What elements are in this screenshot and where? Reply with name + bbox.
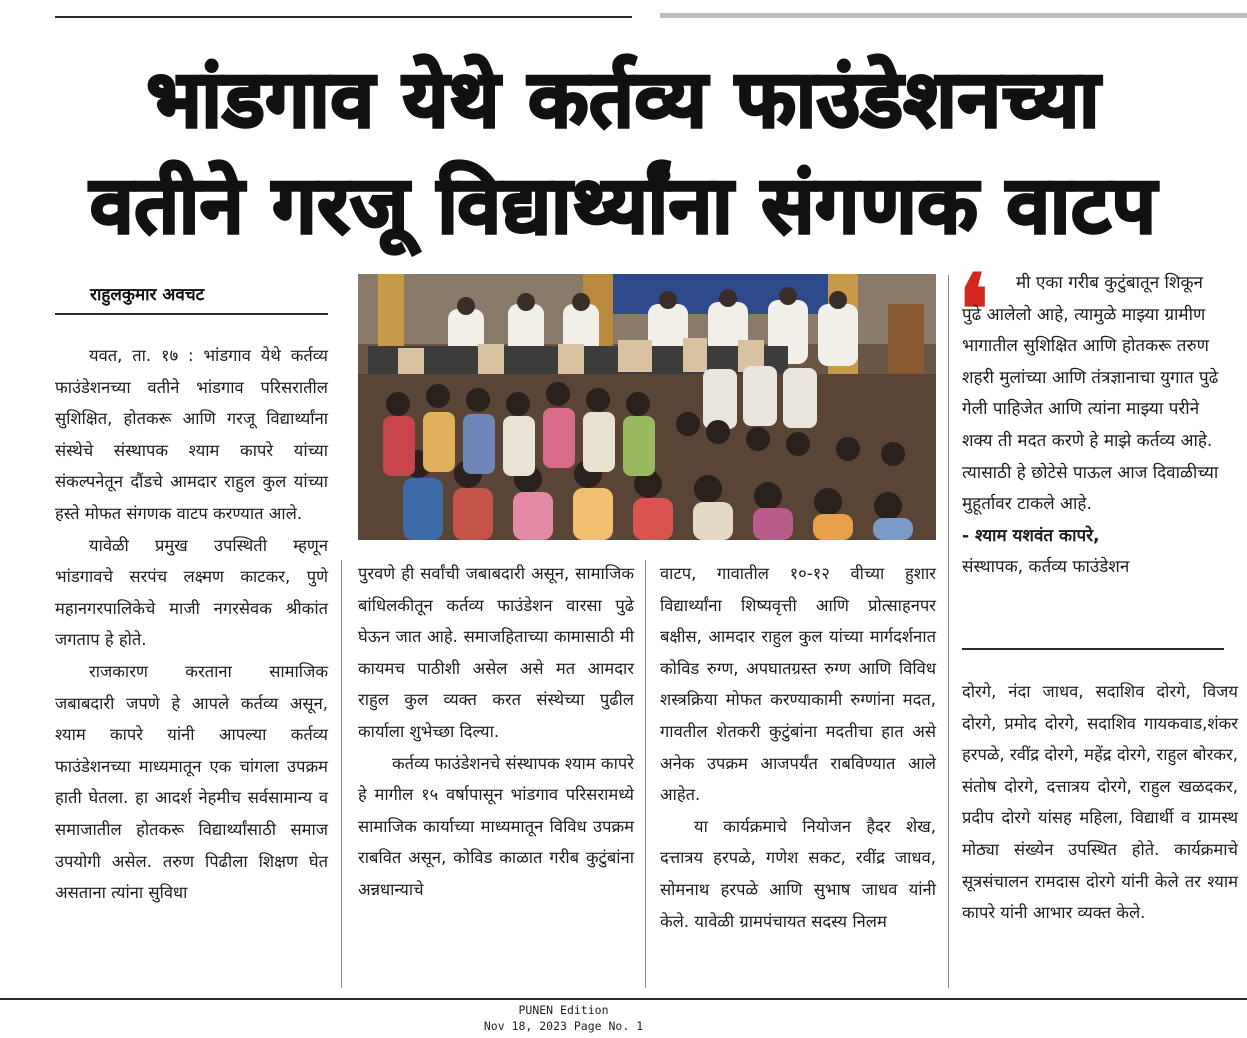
quote-rule [962, 648, 1224, 650]
paragraph: या कार्यक्रमाचे नियोजन हैदर शेख, दत्तात्रय हरपळे, गणेश सकट, रवींद्र जाधव, सोमनाथ हरपळे आणि सुभाष जाधव यांनी केले. यावेळी ग्रामपंचायत सदस्य निलम [660, 816, 936, 931]
top-rule-left [55, 16, 632, 18]
column-divider [948, 275, 949, 988]
paragraph: राजकारण करताना सामाजिक जबाबदारी जपणे हे आपले कर्तव्य असून, श्याम कापरे यांनी आपल्या कर्तव्य फाउंडेशनच्या माध्यमातून एक चांगला उपक्रम हाती घेतला. हा आदर्श नेहमीच सर्वसामान्य व समाजातील होतकरू विद्यार्थ्यांसाठी समाज उपयोगी असेल. तरुण पिढीला शिक्षण घेत असताना त्यांना सुविधा [55, 661, 328, 903]
headline-line-1: भांडगाव येथे कर्तव्य फाउंडेशनच्या [146, 55, 1101, 145]
event-photo [358, 274, 936, 540]
computer-distribution-photo-image [358, 274, 936, 540]
headline-line-2: वतीने गरजू विद्यार्थ्यांना संगणक वाटप [90, 161, 1157, 251]
top-rule-right [660, 13, 1247, 18]
paragraph: पुरवणे ही सर्वांची जबाबदारी असून, सामाजिक बांधिलकीतून कर्तव्य फाउंडेशन वारसा पुढे घेऊन जात आहे. समाजहिताच्या कामासाठी मी कायमच पाठीशी असेल असे मत आमदार राहुल कुल व्यक्त करत संस्थेच्या पुढील कार्याला शुभेच्छा दिल्या. [358, 564, 634, 741]
quote-designation: संस्थापक, कर्तव्य फाउंडेशन [962, 557, 1130, 578]
column-divider [645, 560, 646, 988]
quote-mark-icon: ❛ [958, 253, 989, 366]
quote-text: मी एका गरीब कुटुंबातून शिकून पुढे आलेलो आहे, त्यामुळे माझ्या ग्रामीण भागातील सुशिक्षित आणि होतकरू तरुण शहरी मुलांच्या आणि तंत्रज्ञानाचा युगात पुढे गेली पाहिजेत आणि त्यांना माझ्या परीने शक्य ती मदत करणे हे माझे कर्तव्य आहे. त्यासाठी हे छोटेसे पाऊल आज दिवाळीच्या मुहूर्तावर टाकले आहे. [962, 273, 1219, 515]
byline: राहुलकुमार अवचट [90, 285, 205, 305]
paragraph: दोरगे, नंदा जाधव, सदाशिव दोरगे, विजय दोरगे, प्रमोद दोरगे, सदाशिव गायकवाड,शंकर हरपळे, रवींद्र दोरगे, महेंद्र दोरगे, राहुल बोरकर, संतोष दोरगे, दत्तात्रय दोरगे, राहुल खळदकर, प्रदीप दोरगे यांसह महिला, विद्यार्थी व ग्रामस्थ मोठ्या संख्येन उपस्थित होते. कार्यक्रमाचे सूत्रसंचालन रामदास दोरगे यांनी केले तर श्याम कापरे यांनी आभार व्यक्त केले. [962, 682, 1238, 923]
paragraph: यवत, ता. १७ : भांडगाव येथे कर्तव्य फाउंडेशनच्या वतीने भांडगाव परिसरातील सुशिक्षित, होतकरू आणि गरजू विद्यार्थ्यांना संस्थेचे संस्थापक श्याम कापरे यांच्या संकल्पनेतून दौंडचे आमदार राहुल कुल यांच्या हस्ते मोफत संगणक वाटप करण्यात आले. [55, 346, 328, 523]
quote-signature: - श्याम यशवंत कापरे, [962, 525, 1100, 546]
paragraph: वाटप, गावातील १०-१२ वीच्या हुशार विद्यार्थ्यांना शिष्यवृत्ती आणि प्रोत्साहनपर बक्षीस, आमदार राहुल कुल यांच्या मार्गदर्शनात कोविड रुग्ण, अपघातग्रस्त रुग्ण आणि विविध शस्त्रक्रिया मोफत करण्याकामी रुग्णांना मदत, गावतील शेतकरी कुटुंबांना मदतीचा हात असे अनेक उपक्रम आजपर्यंत राबविण्यात आले आहेत. [660, 564, 936, 805]
bottom-rule [0, 998, 1247, 1000]
footer-date-page: Nov 18, 2023 Page No. 1 [483, 1019, 644, 1033]
paragraph: यावेळी प्रमुख उपस्थिती म्हणून भांडगावचे सरपंच लक्ष्मण काटकर, पुणे महानगरपालिकेचे माजी नगरसेवक श्रीकांत जगताप हे होते. [55, 535, 328, 650]
paragraph: कर्तव्य फाउंडेशनचे संस्थापक श्याम कापरे हे मागील १५ वर्षापासून भांडगाव परिसरामध्ये सामाजिक कार्याच्या माध्यमातून विविध उपक्रम राबवित असून, कोविड काळात गरीब कुटुंबांना अन्नधान्याचे [358, 753, 634, 899]
article-column-2 [358, 558, 634, 906]
pull-quote [962, 268, 1224, 584]
footer-edition: PUNEN Edition [518, 1003, 609, 1017]
byline-rule [55, 313, 328, 315]
article-column-1 [55, 340, 328, 909]
article-column-4 [962, 676, 1238, 929]
article-column-3 [660, 558, 936, 937]
column-divider [341, 560, 342, 988]
